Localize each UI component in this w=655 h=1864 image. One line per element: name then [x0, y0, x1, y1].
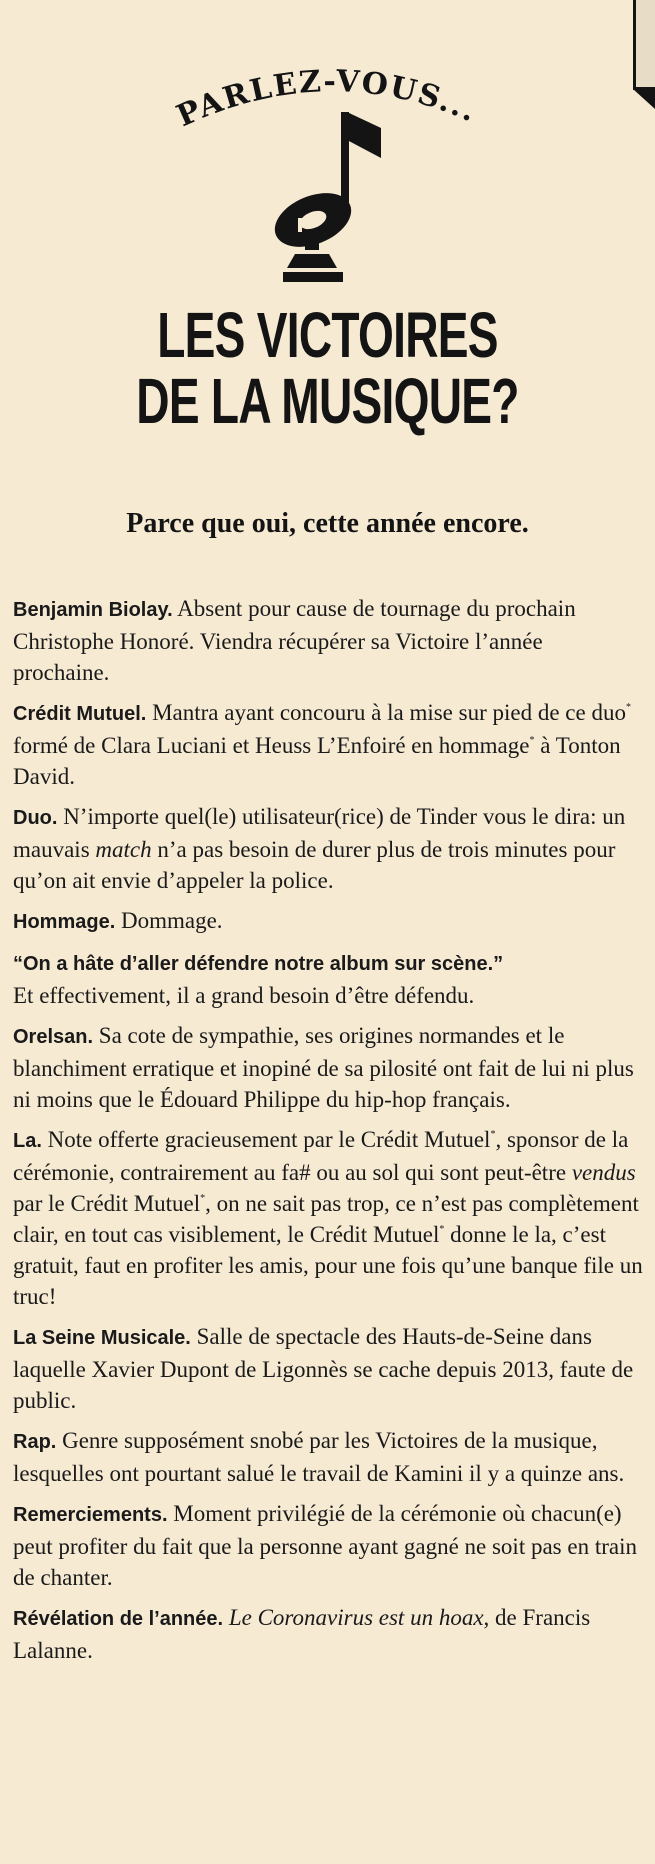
asterisk-mark: * [625, 702, 631, 713]
glossary-entry [13, 1498, 643, 1593]
entry-definition: donne le la, c’est gratuit, faut en profiter les amis, pour une fois qu’une banque file un truc! [13, 1222, 643, 1309]
entry-term: Hommage. [13, 911, 116, 933]
subtitle: Parce que oui, cette année encore. [126, 508, 529, 539]
glossary-entry [13, 697, 643, 792]
glossary-entry [13, 905, 643, 938]
music-note-trophy-icon [255, 102, 405, 284]
glossary-list [13, 593, 643, 1675]
entry-definition: Genre supposément snobé par les Victoires de la musique, lesquelles ont pourtant salué le travail de Kamini il y a quinze ans. [13, 1428, 625, 1486]
masthead [0, 40, 655, 300]
glossary-entry [13, 593, 643, 688]
entry-definition-italic: match [95, 837, 152, 862]
entry-definition: , sponsor de la cérémonie, contrairement au fa# ou au sol qui sont peut-être [13, 1127, 629, 1185]
headline [92, 299, 564, 437]
entry-definition: Mantra ayant concouru à la mise sur pied de ce duo [152, 700, 626, 725]
entry-definition: , de Francis Lalanne. [13, 1605, 591, 1663]
headline-line-2: DE LA MUSIQUE? [136, 365, 519, 437]
entry-term: Rap. [13, 1431, 57, 1453]
entry-term: Révélation de l’année. [13, 1608, 224, 1630]
glossary-entry [13, 1602, 643, 1666]
entry-definition: Note offerte gracieusement par le Crédit Mutuel [47, 1127, 491, 1152]
entry-definition: Moment privilégié de la cérémonie où chacun(e) peut profiter du fait que la personne ayant gagné ne soit pas en train de chanter. [13, 1501, 637, 1590]
kicker-text: PARLEZ-VOUS... [171, 64, 483, 135]
entry-definition: n’a pas besoin de durer plus de trois minutes pour qu’on ait envie d’appeler la police. [13, 837, 616, 893]
entry-definition: par le Crédit Mutuel [13, 1191, 201, 1216]
entry-definition-italic: vendus [571, 1160, 636, 1185]
asterisk-mark: * [200, 1193, 206, 1204]
entry-term: La. [13, 1130, 42, 1152]
glossary-entry [13, 1020, 643, 1115]
asterisk-mark: * [439, 1224, 445, 1235]
glossary-entry [13, 1425, 643, 1489]
entry-term: Orelsan. [13, 1026, 94, 1048]
headline-line-1: LES VICTOIRES [157, 299, 498, 371]
entry-definition: , on ne sait pas trop, ce n’est pas complètement clair, en tout cas visiblement, le Crédit Mutuel [13, 1191, 639, 1247]
entry-definition: à Tonton David. [13, 733, 621, 789]
entry-definition: Sa cote de sympathie, ses origines normandes et le blanchiment erratique et inopiné de sa pilosité ont fait de lui ni plus ni moins que le Édouard Philippe du hip-hop français. [13, 1023, 634, 1112]
entry-term: La Seine Musicale. [13, 1327, 191, 1349]
asterisk-mark: * [490, 1129, 496, 1140]
glossary-entry [13, 1124, 643, 1312]
entry-definition: N’importe quel(le) utilisateur(rice) de Tinder vous le dira: un mauvais [13, 804, 626, 862]
entry-definition: Absent pour cause de tournage du prochain Christophe Honoré. Viendra récupérer sa Victoire l’année prochaine. [13, 596, 576, 685]
entry-definition: formé de Clara Luciani et Heuss L’Enfoiré en hommage [13, 733, 530, 758]
glossary-entry [13, 1321, 643, 1416]
entry-definition-italic: Le Coronavirus est un hoax [228, 1605, 484, 1630]
entry-definition: Et effectivement, il a grand besoin d’être défendu. [13, 983, 475, 1008]
entry-definition: Dommage. [121, 908, 223, 933]
entry-term: Duo. [13, 807, 58, 829]
glossary-entry [13, 947, 643, 1011]
entry-term: Crédit Mutuel. [13, 703, 147, 725]
asterisk-mark: * [529, 735, 535, 746]
entry-term: “On a hâte d’aller défendre notre album sur scène.” [13, 953, 504, 975]
glossary-entry [13, 801, 643, 896]
entry-term: Benjamin Biolay. [13, 599, 173, 621]
entry-term: Remerciements. [13, 1504, 168, 1526]
entry-definition: Salle de spectacle des Hauts-de-Seine dans laquelle Xavier Dupont de Ligonnès se cache depuis 2013, faute de public. [13, 1324, 634, 1413]
